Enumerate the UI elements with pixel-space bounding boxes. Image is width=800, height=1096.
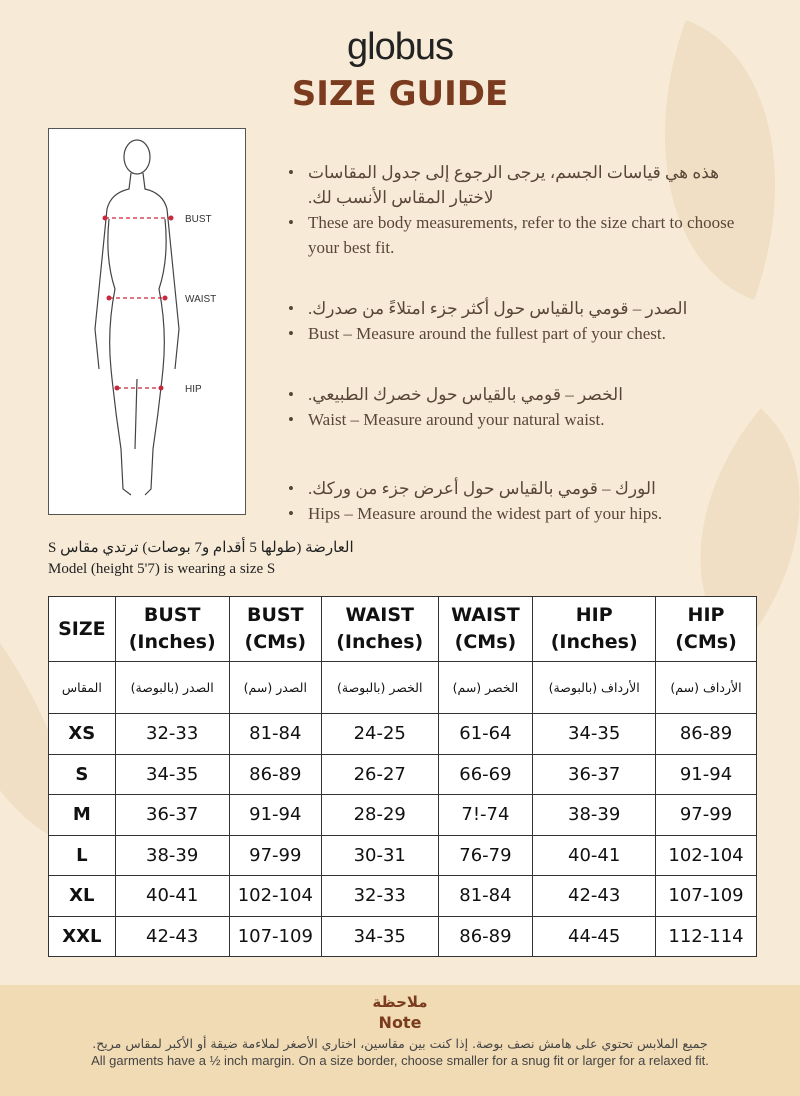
table-cell: 112-114 xyxy=(656,916,757,957)
hip-label: HIP xyxy=(185,384,202,395)
header-unit: (Inches) xyxy=(128,631,216,653)
table-cell: 86-89 xyxy=(229,754,321,795)
header-label: BUST xyxy=(247,604,304,626)
column-header xyxy=(533,597,656,662)
table-cell: 97-99 xyxy=(229,835,321,876)
header-label: WAIST xyxy=(451,604,520,626)
table-row xyxy=(49,795,757,836)
body-outline-icon xyxy=(49,129,247,516)
bullet-en: • Bust – Measure around the fullest part of your chest. xyxy=(288,321,758,346)
header-label: WAIST xyxy=(345,604,414,626)
table-cell: 30-31 xyxy=(321,835,438,876)
header-unit: (Inches) xyxy=(550,631,638,653)
table-row xyxy=(49,714,757,755)
table-cell: 76-79 xyxy=(438,835,533,876)
table-cell: L xyxy=(49,835,116,876)
table-cell: 61-64 xyxy=(438,714,533,755)
column-header xyxy=(321,597,438,662)
table-cell: 28-29 xyxy=(321,795,438,836)
column-header xyxy=(229,597,321,662)
model-info-en: Model (height 5'7) is wearing a size S xyxy=(48,561,276,577)
table-cell: XXL xyxy=(49,916,116,957)
table-cell: 32-33 xyxy=(321,876,438,917)
table-cell: M xyxy=(49,795,116,836)
model-info xyxy=(48,538,354,580)
table-cell: XL xyxy=(49,876,116,917)
bullet-en: • These are body measurements, refer to the size chart to choose your best fit. xyxy=(288,210,758,260)
table-cell: 91-94 xyxy=(656,754,757,795)
table-cell: 26-27 xyxy=(321,754,438,795)
table-cell: XS xyxy=(49,714,116,755)
brand-logo: globus xyxy=(347,26,453,68)
column-header-ar: الصدر (سم) xyxy=(229,662,321,714)
column-header-ar: الخصر (سم) xyxy=(438,662,533,714)
header-label: HIP xyxy=(575,604,613,626)
bullet-ar: • هذه هي قياسات الجسم، يرجى الرجوع إلى جدول المقاسات لاختيار المقاس الأنسب لك. xyxy=(288,160,758,210)
table-cell: 102-104 xyxy=(229,876,321,917)
column-header-ar: المقاس xyxy=(49,662,116,714)
table-cell: 86-89 xyxy=(656,714,757,755)
table-cell: 44-45 xyxy=(533,916,656,957)
table-cell: 42-43 xyxy=(533,876,656,917)
table-cell: 36-37 xyxy=(115,795,229,836)
column-header-ar: الخصر (بالبوصة) xyxy=(321,662,438,714)
table-cell: 107-109 xyxy=(229,916,321,957)
table-row xyxy=(49,754,757,795)
table-row xyxy=(49,876,757,917)
table-cell: 24-25 xyxy=(321,714,438,755)
waist-label: WAIST xyxy=(185,294,217,305)
table-cell: 34-35 xyxy=(321,916,438,957)
table-cell: 97-99 xyxy=(656,795,757,836)
table-cell: 38-39 xyxy=(115,835,229,876)
column-header xyxy=(438,597,533,662)
table-row xyxy=(49,835,757,876)
note-section xyxy=(0,985,800,1096)
table-row xyxy=(49,916,757,957)
model-info-ar: العارضة (طولها 5 أقدام و7 بوصات) ترتدي مقاس S xyxy=(48,540,354,556)
body-measurement-figure xyxy=(48,128,246,515)
note-title: Note xyxy=(378,1013,422,1032)
table-cell: 91-94 xyxy=(229,795,321,836)
column-header xyxy=(49,597,116,662)
size-chart-table xyxy=(48,596,757,957)
table-cell: 34-35 xyxy=(533,714,656,755)
table-cell: 7!-74 xyxy=(438,795,533,836)
header-unit: (CMs) xyxy=(675,631,737,653)
bullet-en: • Waist – Measure around your natural waist. xyxy=(288,407,758,432)
note-text: All garments have a ½ inch margin. On a size border, choose smaller for a snug fit or larger for a relaxed fit. xyxy=(91,1053,709,1068)
note-title-ar: ملاحظة xyxy=(372,993,428,1011)
table-cell: 107-109 xyxy=(656,876,757,917)
table-cell: 34-35 xyxy=(115,754,229,795)
header-label: BUST xyxy=(143,604,201,626)
header-unit: (Inches) xyxy=(336,631,424,653)
bust-label: BUST xyxy=(185,214,212,225)
bullet-ar: • الورك – قومي بالقياس حول أعرض جزء من وركك. xyxy=(288,476,758,501)
table-cell: 42-43 xyxy=(115,916,229,957)
table-cell: 86-89 xyxy=(438,916,533,957)
note-text-ar: جميع الملابس تحتوي على هامش نصف بوصة. إذا كنت بين مقاسين، اختاري الأصغر لملاءمة ضيقة أو الأكبر لمقاس مريح. xyxy=(92,1036,708,1051)
header-label: SIZE xyxy=(58,617,106,640)
header-row xyxy=(49,597,757,662)
measurement-instructions xyxy=(288,160,758,562)
column-header-ar: الصدر (بالبوصة) xyxy=(115,662,229,714)
header-row-ar xyxy=(49,662,757,714)
table-cell: 81-84 xyxy=(229,714,321,755)
table-cell: 38-39 xyxy=(533,795,656,836)
bullet-ar: • الصدر – قومي بالقياس حول أكثر جزء امتلاءً من صدرك. xyxy=(288,296,758,321)
header-unit: (CMs) xyxy=(454,631,517,653)
column-header xyxy=(656,597,757,662)
bullet-ar: • الخصر – قومي بالقياس حول خصرك الطبيعي. xyxy=(288,382,758,407)
header-label: HIP xyxy=(687,604,725,626)
column-header-ar: الأرداف (بالبوصة) xyxy=(533,662,656,714)
table-cell: 66-69 xyxy=(438,754,533,795)
column-header xyxy=(115,597,229,662)
table-cell: S xyxy=(49,754,116,795)
table-cell: 32-33 xyxy=(115,714,229,755)
table-cell: 40-41 xyxy=(533,835,656,876)
page-title: SIZE GUIDE xyxy=(291,74,509,114)
table-cell: 36-37 xyxy=(533,754,656,795)
table-cell: 102-104 xyxy=(656,835,757,876)
header-unit: (CMs) xyxy=(244,631,307,653)
table-cell: 81-84 xyxy=(438,876,533,917)
table-cell: 40-41 xyxy=(115,876,229,917)
bullet-en: • Hips – Measure around the widest part of your hips. xyxy=(288,501,758,526)
column-header-ar: الأرداف (سم) xyxy=(656,662,757,714)
